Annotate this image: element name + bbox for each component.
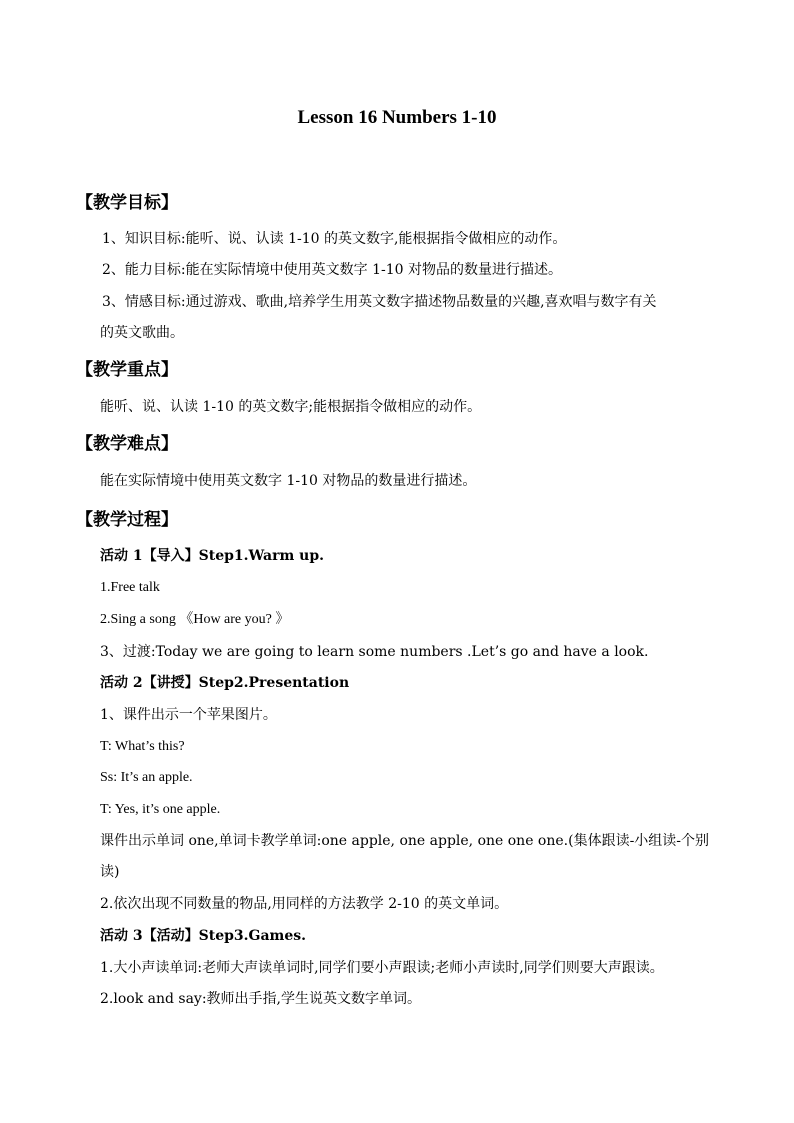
activity-2-line-5-continued: 读) [100, 864, 120, 880]
section-heading-process: 【教学过程】 [76, 510, 178, 530]
goal-item-1: 1、知识目标:能听、说、认读 1-10 的英文数字,能根据指令做相应的动作。 [102, 231, 567, 247]
activity-3-line-2: 2.look and say:教师出手指,学生说英文数字单词。 [100, 991, 422, 1007]
activity-2-line-3: Ss: It’s an apple. [100, 770, 193, 785]
section-heading-difficulties: 【教学难点】 [76, 434, 178, 454]
activity-1-line-1: 1.Free talk [100, 580, 160, 595]
activity-3-title: 活动 3【活动】Step3.Games. [100, 928, 307, 944]
activity-2-line-4: T: Yes, it’s one apple. [100, 802, 221, 817]
key-points-text: 能听、说、认读 1-10 的英文数字;能根据指令做相应的动作。 [100, 399, 482, 415]
section-heading-goals: 【教学目标】 [76, 193, 178, 213]
activity-2-line-6: 2.依次出现不同数量的物品,用同样的方法教学 2-10 的英文单词。 [100, 896, 509, 912]
page-title: Lesson 16 Numbers 1-10 [297, 107, 497, 128]
activity-1-line-2: 2.Sing a song 《How are you? 》 [100, 612, 290, 627]
activity-2-title: 活动 2【讲授】Step2.Presentation [100, 675, 350, 691]
section-heading-key-points: 【教学重点】 [76, 360, 178, 380]
activity-1-title: 活动 1【导入】Step1.Warm up. [100, 548, 324, 564]
goal-item-2: 2、能力目标:能在实际情境中使用英文数字 1-10 对物品的数量进行描述。 [102, 262, 562, 278]
goal-item-3: 3、情感目标:通过游戏、歌曲,培养学生用英文数字描述物品数量的兴趣,喜欢唱与数字有关 [102, 294, 657, 310]
goal-item-3-continued: 的英文歌曲。 [100, 325, 184, 341]
difficulties-text: 能在实际情境中使用英文数字 1-10 对物品的数量进行描述。 [100, 473, 477, 489]
activity-3-line-1: 1.大小声读单词:老师大声读单词时,同学们要小声跟读;老师小声读时,同学们则要大声跟读。 [100, 960, 664, 976]
activity-2-line-2: T: What’s this? [100, 739, 185, 754]
activity-2-line-1: 1、课件出示一个苹果图片。 [100, 707, 277, 723]
activity-2-line-5: 课件出示单词 one,单词卡教学单词:one apple, one apple, one one one.(集体跟读-小组读-个别 [100, 833, 710, 849]
activity-1-line-3: 3、过渡:Today we are going to learn some numbers .Let’s go and have a look. [100, 644, 649, 660]
